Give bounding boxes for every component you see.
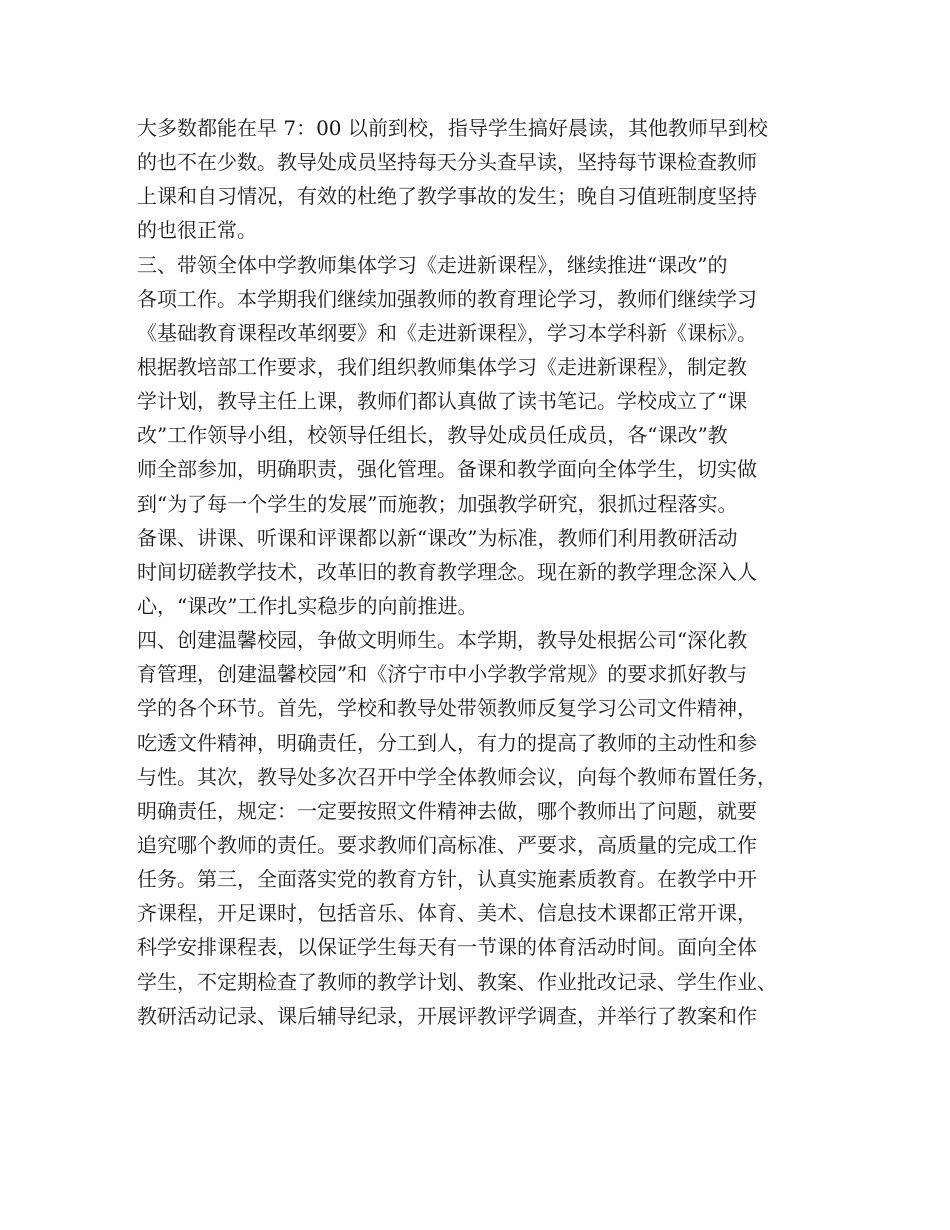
text-line: 追究哪个教师的责任。要求教师们高标准、严要求，高质量的完成工作 [137,832,757,857]
text-line: 育管理，创建温馨校园”和《济宁市中小学教学常规》的要求抓好教与 [137,662,748,687]
text-line: 教研活动记录、课后辅导纪录，开展评教评学调查，并举行了教案和作 [137,1003,757,1028]
text-line: 心，“课改”工作扎实稳步的向前推进。 [137,593,478,618]
text-line: 齐课程，开足课时，包括音乐、体育、美术、信息技术课都正常开课， [137,901,757,926]
text-line: 学生，不定期检查了教师的教学计划、教案、作业批改记录、学生作业、 [137,969,777,994]
text-line: 《基础教育课程改革纲要》和《走进新课程》，学习本学科新《课标》。 [137,320,757,345]
text-line: 的也很正常。 [137,218,257,243]
text-line: 时间切磋教学技术，改革旧的教育教学理念。现在新的教学理念深入人 [137,559,757,584]
text-line: 根据教培部工作要求，我们组织教师集体学习《走进新课程》，制定教 [137,354,747,379]
text-line: 与性。其次，教导处多次召开中学全体教师会议，向每个教师布置任务， [137,764,777,789]
text-line: 任务。第三，全面落实党的教育方针，认真实施素质教育。在教学中开 [137,867,757,892]
text-line: 四、创建温馨校园，争做文明师生。本学期，教导处根据公司“深化教 [137,628,748,653]
text-line: 的也不在少数。教导处成员坚持每天分头查早读，坚持每节课检查教师 [137,150,757,175]
text-line: 科学安排课程表，以保证学生每天有一节课的体育活动时间。面向全体 [137,935,757,960]
text-line: 学计划，教导主任上课，教师们都认真做了读书笔记。学校成立了“课 [137,389,748,414]
text-line: 吃透文件精神，明确责任，分工到人，有力的提高了教师的主动性和参 [137,730,757,755]
body-text [137,111,837,1033]
text-line: 大多数都能在早 7：00 以前到校，指导学生搞好晨读，其他教师早到校 [137,116,768,140]
text-line: 到“为了每一个学生的发展”而施教；加强教学研究，狠抓过程落实。 [137,491,738,516]
text-line: 备课、讲课、听课和评课都以新“课改”为标准，教师们利用教研活动 [137,525,738,550]
text-line: 上课和自习情况，有效的杜绝了教学事故的发生；晚自习值班制度坚持 [137,184,757,209]
text-line: 明确责任，规定：一定要按照文件精神去做，哪个教师出了问题，就要 [137,798,757,823]
text-line: 各项工作。本学期我们继续加强教师的教育理论学习，教师们继续学习 [137,286,757,311]
text-line: 三、带领全体中学教师集体学习《走进新课程》，继续推进“课改”的 [137,252,728,277]
text-line: 师全部参加，明确职责，强化管理。备课和教学面向全体学生，切实做 [137,457,757,482]
text-line: 学的各个环节。首先，学校和教导处带领教师反复学习公司文件精神， [137,696,757,721]
text-line: 改”工作领导小组，校领导任组长，教导处成员任成员，各“课改”教 [137,423,728,448]
